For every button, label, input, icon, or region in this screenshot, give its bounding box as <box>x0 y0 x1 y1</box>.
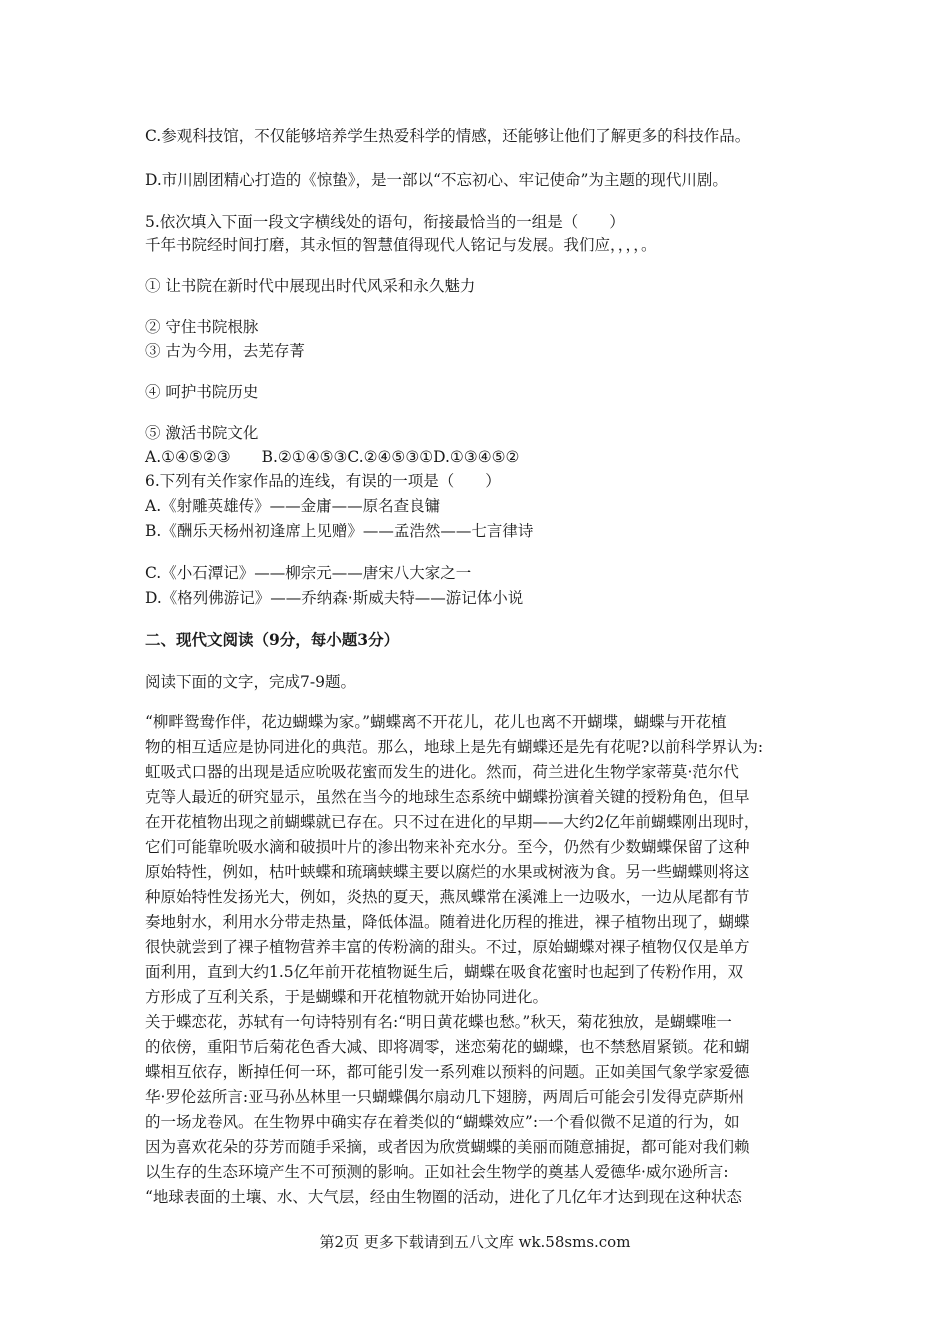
q5-item-1: ① 让书院在新时代中展现出时代风采和永久魅力 <box>145 277 476 295</box>
p1-line: 面利用，直到大约1.5亿年前开花植物诞生后，蝴蝶在吸食花蜜时也起到了传粉作用，双 <box>145 963 744 981</box>
q4-option-c: C.参观科技馆，不仅能够培养学生热爱科学的情感，还能够让他们了解更多的科技作品。 <box>145 127 751 145</box>
q6-stem: 6.下列有关作家作品的连线，有误的一项是（ ） <box>145 472 501 490</box>
p1-line: 在开花植物出现之前蝴蝶就已存在。只不过在进化的早期——大约2亿年前蝴蝶刚出现时， <box>145 813 760 831</box>
q6-option-d: D.《格列佛游记》——乔纳森·斯威夫特——游记体小说 <box>145 589 524 607</box>
p2-line: “地球表面的土壤、水、大气层，经由生物圈的活动，进化了几亿年才达到现在这种状态 <box>145 1188 742 1206</box>
p1-line: 奏地射水，利用水分带走热量，降低体温。随着进化历程的推进，裸子植物出现了，蝴蝶 <box>145 913 750 931</box>
p1-line: 种原始特性发扬光大，例如，炎热的夏天，燕凤蝶常在溪滩上一边吸水，一边从尾都有节 <box>145 888 750 906</box>
p2-line: 华·罗伦兹所言:亚马孙丛林里一只蝴蝶偶尔扇动几下翅膀，两周后可能会引发得克萨斯州 <box>145 1088 745 1106</box>
p2-line: 因为喜欢花朵的芬芳而随手采摘，或者因为欣赏蝴蝶的美丽而随意捕捉，都可能对我们赖 <box>145 1138 750 1156</box>
q5-answers: A.①④⑤②③ B.②①④⑤③C.②④⑤③①D.①③④⑤② <box>145 448 520 466</box>
q5-item-4: ④ 呵护书院历史 <box>145 383 259 401</box>
p2-line: 的依傍，重阳节后菊花色香大减、即将凋零，迷恋菊花的蝴蝶，也不禁愁眉紧锁。花和蝴 <box>145 1038 750 1056</box>
q5-item-3: ③ 古为今用，去芜存菁 <box>145 342 305 360</box>
q5-stem: 5.依次填入下面一段文字横线处的语句，衔接最恰当的一组是（ ） <box>145 213 625 231</box>
p2-line: 关于蝶恋花，苏轼有一句诗特别有名:“明日黄花蝶也愁。”秋天，菊花独放，是蝴蝶唯一 <box>145 1013 732 1031</box>
p1-line: “柳畔鸳鸯作伴，花边蝴蝶为家。”蝴蝶离不开花儿，花儿也离不开蝴堞，蝴蝶与开花植 <box>145 713 727 731</box>
p1-line: 原始特性，例如，枯叶蛱蝶和琉璃蛱蝶主要以腐烂的水果或树液为食。另一些蝴蝶则将这 <box>145 863 750 881</box>
q5-passage: 千年书院经时间打磨，其永恒的智慧值得现代人铭记与发展。我们应，，，，。 <box>145 236 657 254</box>
p2-line: 蝶相互依存，断掉任何一环，都可能引发一系列难以预料的问题。正如美国气象学家爱德 <box>145 1063 750 1081</box>
q4-option-d: D.市川剧团精心打造的《惊蛰》，是一部以“不忘初心、牢记使命”为主题的现代川剧。 <box>145 171 728 189</box>
reading-instruction: 阅读下面的文字，完成7-9题。 <box>145 673 356 691</box>
q5-item-5: ⑤ 激活书院文化 <box>145 424 259 442</box>
q6-option-c: C.《小石潭记》——柳宗元——唐宋八大家之一 <box>145 564 472 582</box>
p1-line: 它们可能靠吮吸水滴和破损叶片的渗出物来补充水分。至今，仍然有少数蝴蝶保留了这种 <box>145 838 750 856</box>
p1-line: 方形成了互利关系，于是蝴蝶和开花植物就开始协同进化。 <box>145 988 549 1006</box>
q6-option-a: A.《射雕英雄传》——金庸——原名查良镛 <box>145 497 441 515</box>
section-heading: 二、现代文阅读（9分，每小题3分） <box>145 630 400 649</box>
p2-line: 以生存的生态环境产生不可预测的影响。正如社会生物学的奠基人爱德华·威尔逊所言: <box>145 1163 729 1181</box>
p1-line: 很快就尝到了裸子植物营养丰富的传粉滴的甜头。不过，原始蝴蝶对裸子植物仅仅是单方 <box>145 938 750 956</box>
page-footer: 第2页 更多下载请到五八文库 wk.58sms.com <box>319 1233 631 1251</box>
p2-line: 的一场龙卷风。在生物界中确实存在着类似的“蝴蝶效应”:一个看似微不足道的行为，如 <box>145 1113 740 1131</box>
p1-line: 虹吸式口器的出现是适应吮吸花蜜而发生的进化。然而，荷兰进化生物学家蒂莫·范尔代 <box>145 763 739 781</box>
q6-option-b: B.《酬乐天杨州初逢席上见赠》——孟浩然——七言律诗 <box>145 522 534 540</box>
p1-line: 克等人最近的研究显示，虽然在当今的地球生态系统中蝴蝶扮演着关键的授粉角色，但早 <box>145 788 750 806</box>
p1-line: 物的相互适应是协同进化的典范。那么，地球上是先有蝴蝶还是先有花呢?以前科学界认为: <box>145 738 764 756</box>
q5-item-2: ② 守住书院根脉 <box>145 318 259 336</box>
